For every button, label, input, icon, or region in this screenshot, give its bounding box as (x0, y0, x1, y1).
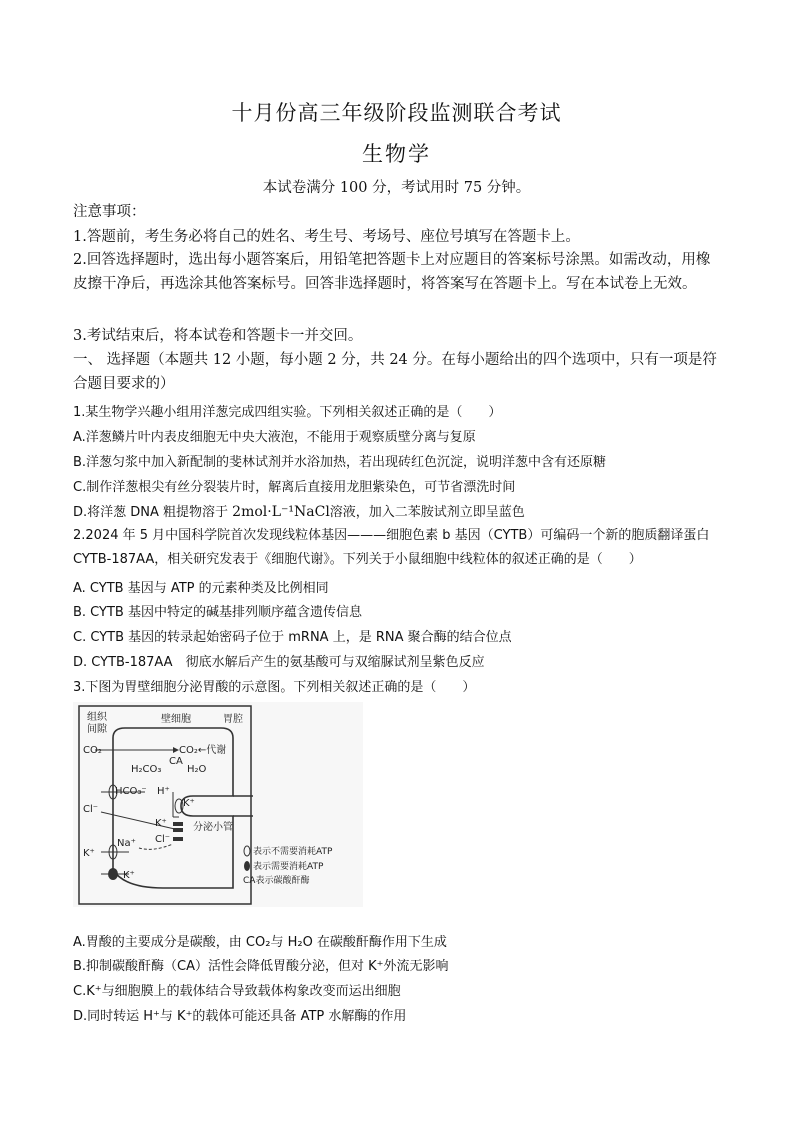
question-3-stem: 3.下图为胃壁细胞分泌胃酸的示意图。下列相关叙述正确的是（ ） (73, 680, 476, 695)
label-h2o: H₂O (187, 764, 207, 775)
question-1-stem: 1.某生物学兴趣小组用洋葱完成四组实验。下列相关叙述正确的是（ ） (73, 405, 502, 420)
label-co2-out: CO₂ (83, 745, 102, 756)
exam-info: 本试卷满分 100 分，考试用时 75 分钟。 (262, 180, 531, 196)
question-2-option-a: A. CYTB 基因与 ATP 的元素种类及比例相同 (73, 581, 329, 596)
label-co2-metabolism: CO₂←代谢 (179, 745, 227, 756)
label-interstitial: 组织 (87, 712, 107, 723)
notice-item-3: 3.考试结束后，将本试卷和答题卡一并交回。 (73, 328, 363, 344)
label-k-plus-1: K⁺ (183, 798, 195, 809)
legend-atp: 表示需要消耗ATP (253, 862, 324, 872)
notice-item-2: 2.回答选择题时，选出每小题答案后，用铅笔把答题卡上对应题目的答案标号涂黑。如需改动，用橡皮擦干净后，再选涂其他答案标号。回答非选择题时，将答案写在答题卡上。写在本试卷上无效。 (73, 252, 711, 292)
label-ca: CA (169, 756, 183, 767)
question-3-option-c: C.K⁺与细胞膜上的载体结合导致载体构象改变而运出细胞 (73, 984, 401, 999)
question-1-option-a: A.洋葱鳞片叶内表皮细胞无中央大液泡，不能用于观察质壁分离与复原 (73, 430, 476, 445)
label-parietal-cell: 壁细胞 (161, 714, 191, 725)
question-3-option-a: A.胃酸的主要成分是碳酸，由 CO₂与 H₂O 在碳酸酐酶作用下生成 (73, 935, 447, 950)
parietal-cell-figure (73, 702, 363, 907)
question-1-option-c: C.制作洋葱根尖有丝分裂装片时，解离后直接用龙胆紫染色，可节省漂洗时间 (73, 480, 516, 495)
label-hco3: HCO₃⁻ (115, 786, 147, 797)
notice-heading: 注意事项： (73, 204, 146, 220)
question-2-option-d: D. CYTB-187AA 彻底水解后产生的氨基酸可与双缩脲试剂呈紫色反应 (73, 655, 485, 670)
parietal-cell-diagram (73, 702, 363, 907)
question-3-option-b: B.抑制碳酸酐酶（CA）活性会降低胃酸分泌，但对 K⁺外流无影响 (73, 959, 449, 974)
label-na-plus: Na⁺ (117, 838, 136, 849)
label-canaliculus: 分泌小管 (193, 822, 233, 833)
question-3-option-d: D.同时转运 H⁺与 K⁺的载体可能还具备 ATP 水解酶的作用 (73, 1009, 407, 1024)
question-2-option-c: C. CYTB 基因的转录起始密码子位于 mRNA 上，是 RNA 聚合酶的结合位点 (73, 630, 512, 645)
legend-no-atp: 表示不需要消耗ATP (253, 847, 333, 857)
question-2-stem: 2.2024 年 5 月中国科学院首次发现线粒体基因———细胞色素 b 基因（CYTB）可编码一个新的胞质翻译蛋白 CYTB-187AA，相关研究发表于《细胞代谢》。下列关于小鼠细胞中线粒体的叙述正确的是（ ） (73, 528, 710, 567)
label-k-plus-2: K⁺ (155, 818, 167, 829)
label-k-plus-3: K⁺ (83, 848, 95, 859)
question-1-option-d: D.将洋葱 DNA 粗提物溶于 2mol·L⁻¹NaCl溶液，加入二苯胺试剂立即呈蓝色 (73, 504, 525, 520)
exam-subject: 生物学 (362, 142, 431, 166)
label-cl-out: Cl⁻ (83, 804, 99, 815)
label-h-plus: H⁺ (157, 786, 170, 797)
label-k-plus-4: K⁺ (123, 870, 135, 881)
label-h2co3: H₂CO₃ (131, 764, 162, 775)
legend-ca: CA表示碳酸酐酶 (243, 876, 310, 886)
question-1-option-b: B.洋葱匀浆中加入新配制的斐林试剂并水浴加热，若出现砖红色沉淀，说明洋葱中含有还原糖 (73, 455, 607, 470)
notice-item-1: 1.答题前，考生务必将自己的姓名、考生号、考场号、座位号填写在答题卡上。 (73, 229, 580, 245)
section-heading: 一、 选择题（本题共 12 小题，每小题 2 分，共 24 分。在每小题给出的四个选项中，只有一项是符合题目要求的） (73, 352, 717, 392)
question-2-option-b: B. CYTB 基因中特定的碱基排列顺序蕴含遗传信息 (73, 605, 362, 620)
label-interstitial-2: 间隙 (87, 724, 107, 735)
exam-title: 十月份高三年级阶段监测联合考试 (231, 101, 562, 125)
label-cl-in: Cl⁻ (155, 834, 171, 845)
label-stomach-lumen: 胃腔 (223, 714, 243, 725)
